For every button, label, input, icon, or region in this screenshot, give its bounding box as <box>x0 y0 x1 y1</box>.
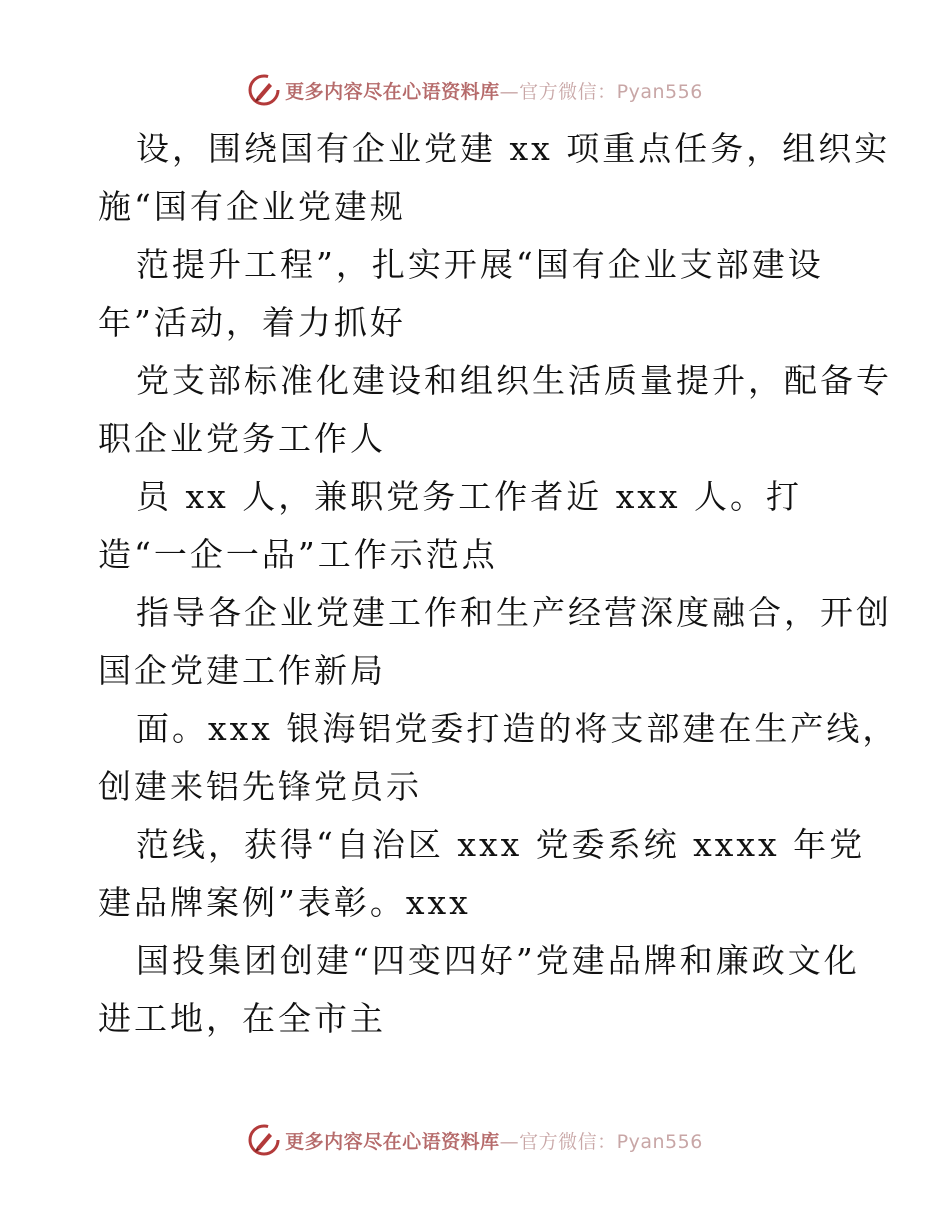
watermark-tail: 官方微信：Pyan556 <box>519 1130 703 1153</box>
text-line-3: 范提升工程”，扎实开展“国有企业支部建设 <box>136 245 824 284</box>
document-body <box>98 120 899 1048</box>
watermark-main: 更多内容尽在心语资料库 <box>285 1130 500 1153</box>
footer-watermark <box>0 1120 950 1160</box>
text-line-12: 创建来铝先锋党员示 <box>98 767 422 806</box>
text-line-10: 国企党建工作新局 <box>98 651 386 690</box>
text-line-4: 年”活动，着力抓好 <box>98 303 406 342</box>
text-line-14: 建品牌案例”表彰。xxx <box>98 883 471 922</box>
header-watermark <box>0 70 950 110</box>
text-line-15: 国投集团创建“四变四好”党建品牌和廉政文化 <box>136 941 860 980</box>
text-line-13: 范线，获得“自治区 xxx 党委系统 xxxx 年党 <box>136 825 866 864</box>
text-line-11: 面。xxx 银海铝党委打造的将支部建在生产线， <box>136 709 899 748</box>
watermark-sep: — <box>499 1130 520 1153</box>
text-line-6: 职企业党务工作人 <box>98 419 386 458</box>
text-line-16: 进工地，在全市主 <box>98 999 386 1038</box>
text-line-9: 指导各企业党建工作和生产经营深度融合，开创 <box>136 593 892 632</box>
text-line-1: 设，围绕国有企业党建 xx 项重点任务，组织实 <box>136 129 891 168</box>
text-line-2: 施“国有企业党建规 <box>98 187 406 226</box>
watermark-tail: 官方微信：Pyan556 <box>519 80 703 103</box>
text-line-7: 员 xx 人，兼职党务工作者近 xxx 人。打 <box>136 477 803 516</box>
watermark-text <box>285 77 703 104</box>
text-line-5: 党支部标准化建设和组织生活质量提升，配备专 <box>136 361 892 400</box>
watermark-sep: — <box>499 80 520 103</box>
pen-logo-icon <box>247 1123 281 1157</box>
watermark-text <box>285 1127 703 1154</box>
watermark-main: 更多内容尽在心语资料库 <box>285 80 500 103</box>
text-line-8: 造“一企一品”工作示范点 <box>98 535 498 574</box>
pen-logo-icon <box>247 73 281 107</box>
